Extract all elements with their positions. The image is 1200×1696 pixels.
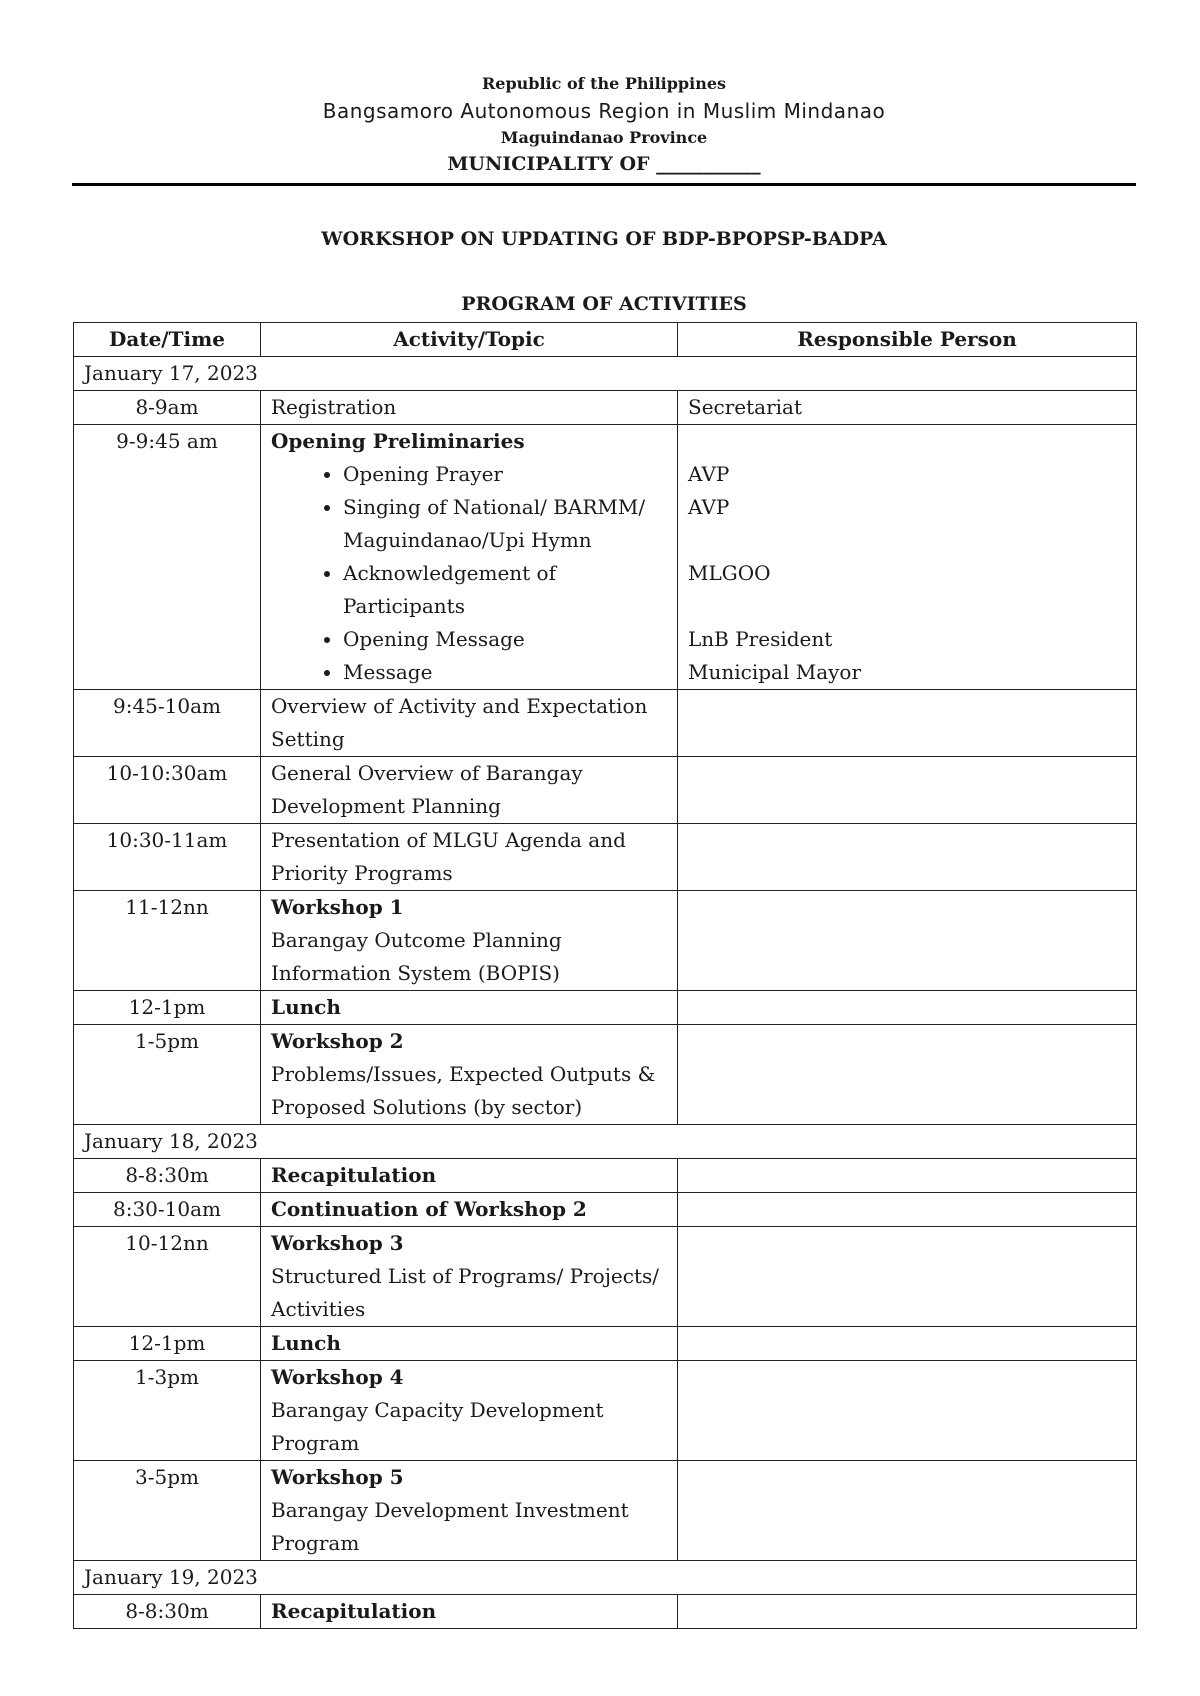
activity-cell bbox=[261, 425, 678, 690]
table-row bbox=[74, 1361, 1137, 1461]
activity-cell bbox=[261, 1461, 678, 1561]
person-cell bbox=[678, 1361, 1137, 1461]
activity-cell: Continuation of Workshop 2 bbox=[261, 1193, 678, 1227]
activity-cell: Overview of Activity and Expectation Setting bbox=[261, 690, 678, 757]
letterhead bbox=[72, 72, 1136, 178]
activity-cell bbox=[261, 1361, 678, 1461]
person-cell bbox=[678, 1193, 1137, 1227]
day-label: January 19, 2023 bbox=[74, 1561, 1137, 1595]
day-label: January 17, 2023 bbox=[74, 357, 1137, 391]
column-header-datetime: Date/Time bbox=[74, 323, 261, 357]
person-line: AVP bbox=[688, 462, 730, 486]
activity-cell bbox=[261, 1227, 678, 1327]
time-cell: 1-5pm bbox=[74, 1025, 261, 1125]
table-row bbox=[74, 824, 1137, 891]
time-cell: 8:30-10am bbox=[74, 1193, 261, 1227]
list-item: • Opening Prayer bbox=[343, 458, 667, 491]
activity-cell: Lunch bbox=[261, 991, 678, 1025]
activity-cell: Recapitulation bbox=[261, 1159, 678, 1193]
document-subtitle: PROGRAM OF ACTIVITIES bbox=[461, 293, 747, 315]
time-cell: 11-12nn bbox=[74, 891, 261, 991]
person-cell bbox=[678, 1025, 1137, 1125]
program-table bbox=[73, 322, 1137, 1629]
activity-heading: Workshop 3 bbox=[271, 1231, 404, 1255]
day-row bbox=[74, 1561, 1137, 1595]
person-cell bbox=[678, 1159, 1137, 1193]
activity-cell bbox=[261, 891, 678, 991]
activity-cell: Registration bbox=[261, 391, 678, 425]
table-row bbox=[74, 391, 1137, 425]
activity-heading: Workshop 5 bbox=[271, 1465, 404, 1489]
document-title: WORKSHOP ON UPDATING OF BDP-BPOPSP-BADPA bbox=[321, 228, 887, 250]
table-row bbox=[74, 1595, 1137, 1629]
person-cell bbox=[678, 1227, 1137, 1327]
table-row bbox=[74, 1327, 1137, 1361]
person-cell bbox=[678, 824, 1137, 891]
table-row bbox=[74, 1461, 1137, 1561]
header-divider bbox=[72, 183, 1136, 186]
activity-detail: Barangay Outcome Planning Information System (BOPIS) bbox=[271, 928, 562, 985]
municipality-line: MUNICIPALITY OF ___________ bbox=[447, 153, 761, 175]
list-item: • Opening Message bbox=[343, 623, 667, 656]
activity-cell: General Overview of Barangay Development Planning bbox=[261, 757, 678, 824]
time-cell: 8-9am bbox=[74, 391, 261, 425]
time-cell: 9:45-10am bbox=[74, 690, 261, 757]
table-row bbox=[74, 690, 1137, 757]
person-cell: Secretariat bbox=[678, 391, 1137, 425]
table-row bbox=[74, 1227, 1137, 1327]
activity-detail: Structured List of Programs/ Projects/ Activities bbox=[271, 1264, 659, 1321]
person-cell bbox=[678, 757, 1137, 824]
person-line: Municipal Mayor bbox=[688, 660, 862, 684]
time-cell: 10-12nn bbox=[74, 1227, 261, 1327]
activity-detail: Barangay Development Investment Program bbox=[271, 1498, 629, 1555]
activity-cell: Lunch bbox=[261, 1327, 678, 1361]
time-cell: 8-8:30m bbox=[74, 1595, 261, 1629]
activity-heading: Workshop 1 bbox=[271, 895, 404, 919]
table-row bbox=[74, 1159, 1137, 1193]
list-item: • Message bbox=[343, 656, 667, 689]
time-cell: 10:30-11am bbox=[74, 824, 261, 891]
activity-heading: Workshop 4 bbox=[271, 1365, 404, 1389]
day-row bbox=[74, 357, 1137, 391]
person-line: AVP bbox=[688, 495, 730, 519]
table-row bbox=[74, 757, 1137, 824]
country-line: Republic of the Philippines bbox=[481, 74, 727, 93]
person-cell bbox=[678, 891, 1137, 991]
bullet-list bbox=[271, 458, 667, 689]
time-cell: 10-10:30am bbox=[74, 757, 261, 824]
activity-cell bbox=[261, 1025, 678, 1125]
column-header-activity: Activity/Topic bbox=[261, 323, 678, 357]
time-cell: 9-9:45 am bbox=[74, 425, 261, 690]
activity-cell: Recapitulation bbox=[261, 1595, 678, 1629]
person-line: LnB President bbox=[688, 627, 833, 651]
person-cell bbox=[678, 1461, 1137, 1561]
table-row bbox=[74, 891, 1137, 991]
person-line: MLGOO bbox=[688, 561, 771, 585]
activity-heading: Workshop 2 bbox=[271, 1029, 404, 1053]
person-cell bbox=[678, 991, 1137, 1025]
list-item: • Acknowledgement of Participants bbox=[343, 557, 667, 623]
time-cell: 8-8:30m bbox=[74, 1159, 261, 1193]
column-header-person: Responsible Person bbox=[678, 323, 1137, 357]
time-cell: 12-1pm bbox=[74, 991, 261, 1025]
day-row bbox=[74, 1125, 1137, 1159]
person-cell bbox=[678, 425, 1137, 690]
province-line: Maguindanao Province bbox=[500, 128, 708, 147]
table-row bbox=[74, 1193, 1137, 1227]
region-line: Bangsamoro Autonomous Region in Muslim Mindanao bbox=[322, 99, 886, 123]
time-cell: 1-3pm bbox=[74, 1361, 261, 1461]
activity-detail: Problems/Issues, Expected Outputs & Proposed Solutions (by sector) bbox=[271, 1062, 656, 1119]
activity-cell: Presentation of MLGU Agenda and Priority Programs bbox=[261, 824, 678, 891]
time-cell: 12-1pm bbox=[74, 1327, 261, 1361]
activity-detail: Barangay Capacity Development Program bbox=[271, 1398, 604, 1455]
person-cell bbox=[678, 1595, 1137, 1629]
person-cell bbox=[678, 690, 1137, 757]
table-row bbox=[74, 425, 1137, 690]
day-label: January 18, 2023 bbox=[74, 1125, 1137, 1159]
table-header-row bbox=[74, 323, 1137, 357]
activity-heading: Opening Preliminaries bbox=[271, 429, 525, 453]
person-cell bbox=[678, 1327, 1137, 1361]
list-item: • Singing of National/ BARMM/ Maguindanao/Upi Hymn bbox=[343, 491, 667, 557]
table-row bbox=[74, 1025, 1137, 1125]
time-cell: 3-5pm bbox=[74, 1461, 261, 1561]
table-row bbox=[74, 991, 1137, 1025]
